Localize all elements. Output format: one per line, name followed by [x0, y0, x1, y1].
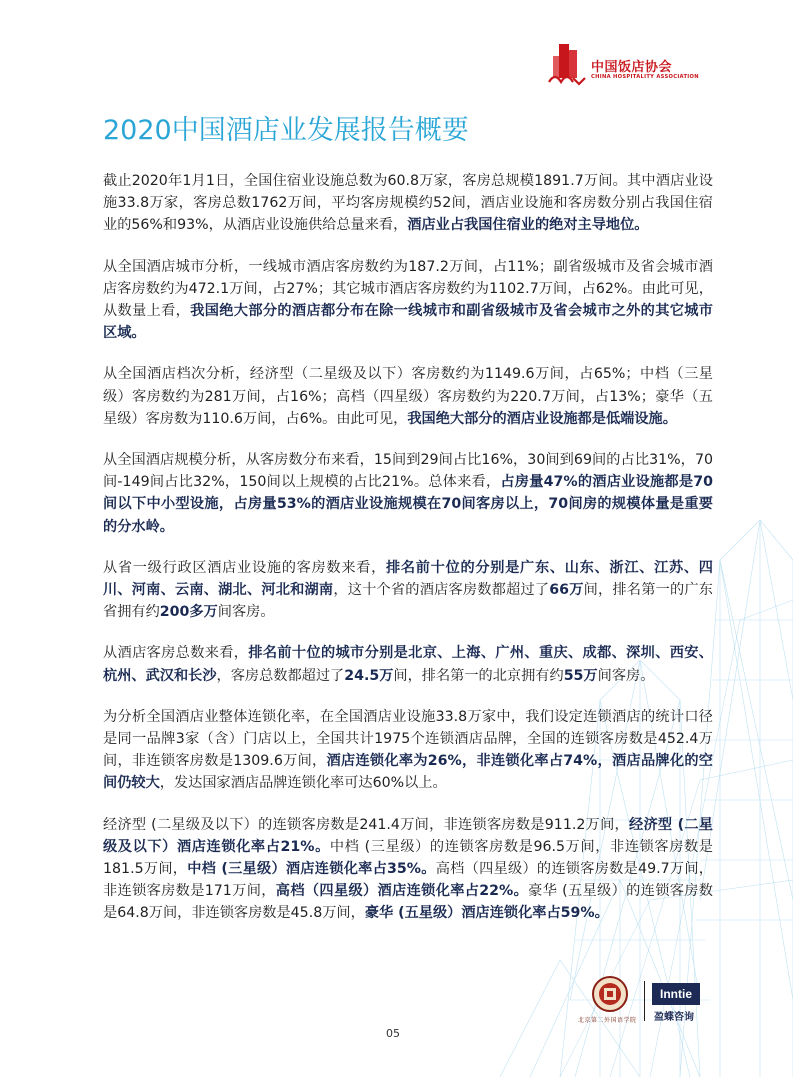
body-text: 豪华 (五星级）的连锁客房数是64.8万间，非连锁客房数是45.8万间， [103, 883, 713, 922]
body-text: ，发达国家酒店品牌连锁化率可达60%以上。 [159, 775, 447, 792]
body-text: ，客房总数都超过了 [216, 667, 345, 684]
paragraph [103, 449, 713, 538]
emphasis-text: 我国绝大部分的酒店都分布在除一线城市和副省级城市及省会城市之外的其它城市区域。 [103, 303, 713, 342]
body-text: 中档 (三星级）的连锁客房数是96.5万间，非连锁客房数是181.5万间， [103, 838, 713, 878]
body-text: 间，排名第一的北京拥有约 [393, 667, 564, 684]
inntie-logo: Inntie [652, 983, 700, 1005]
emphasis-text: 我国绝大部分的酒店业设施都是低端设施。 [407, 410, 677, 427]
body-text: 为分析全国酒店业整体连锁化率，在全国酒店业设施33.8万家中，我们设定连锁酒店的统计口径是同一品牌3家（含）门店以上，全国共计1975个连锁酒店品牌，全国的连锁客房数是452.4万间，非连锁客房数是1309.6万间， [103, 708, 713, 770]
body-text: 从省一级行政区酒店业设施的客房数来看， [103, 559, 386, 576]
emphasis-text: 酒店业占我国住宿业的绝对主导地位。 [407, 217, 649, 234]
page-title: 2020中国酒店业发展报告概要 [103, 115, 469, 146]
emphasis-text: 豪华 (五星级）酒店连锁化率占59%。 [364, 905, 609, 922]
emphasis-text: 经济型 (二星级及以下）酒店连锁化率占21%。 [103, 816, 713, 855]
emphasis-text: 中档 (三星级）酒店连锁化率占35%。 [187, 861, 436, 878]
body-text: 间客房。 [217, 604, 275, 621]
body-text: 高档（四星级）的连锁客房数是49.7万间，非连锁客房数是171万间， [103, 861, 713, 900]
logo-name-cn: 中国饭店协会 [591, 60, 673, 75]
body-text: 从全国酒店档次分析，经济型（二星级及以下）客房数约为1149.6万间，占65%；中档（三星级）客房数约为281万间，占16%；高档（四星级）客房数约为220.7万间，占13%；豪华（五星级）客房数为110.6万间，占6%。由此可见， [103, 366, 713, 427]
paragraph [103, 814, 713, 925]
paragraph [103, 642, 713, 686]
body-text: ，这十个省的酒店客房数都超过了 [333, 582, 550, 599]
emphasis-text: 24.5万 [344, 667, 394, 684]
logo-divider [644, 981, 645, 1021]
logo-name-en: CHINA HOSPITALITY ASSOCIATION [591, 74, 699, 80]
inntie-name-cn: 盈蝶咨询 [654, 1012, 694, 1023]
emphasis-text: 66万 [549, 582, 584, 599]
paragraph [103, 170, 713, 237]
body-text: 间，排名第一的广东省拥有约 [103, 582, 713, 621]
building-logo-icon [547, 42, 587, 88]
emphasis-text: 高档（四星级）酒店连锁化率占22%。 [275, 883, 529, 900]
body-text: 截止2020年1月1日，全国住宿业设施总数为60.8万家，客房总规模1891.7万间。其中酒店业设施33.8万家，客房总数1762万间，平均客房规模约52间，酒店业设施和客房数分别占我国住宿业的56%和93%，从酒店业设施供给总量来看， [103, 173, 713, 234]
body-text: 从酒店客房总数来看， [103, 645, 249, 662]
report-body [103, 170, 713, 944]
page-number: 05 [386, 1027, 400, 1040]
university-seal-icon [586, 975, 634, 1013]
paragraph [103, 256, 713, 345]
footer-logos [578, 975, 748, 1025]
seal-caption: 北京第二外国语学院 [578, 1017, 637, 1024]
china-hospitality-association-logo [547, 42, 697, 88]
paragraph [103, 557, 713, 624]
paragraph [103, 363, 713, 430]
emphasis-text: 200多万 [159, 604, 218, 621]
paragraph [103, 706, 713, 795]
body-text: 从全国酒店城市分析，一线城市酒店客房数约为187.2万间，占11%；副省级城市及省会城市酒店客房数约为472.1万间，占27%；其它城市酒店客房数约为1102.7万间，占62%。由此可见，从数量上看， [103, 258, 713, 320]
emphasis-text: 55万 [563, 667, 598, 684]
emphasis-text: 排名前十位的城市分别是北京、上海、广州、重庆、成都、深圳、西安、杭州、武汉和长沙 [103, 645, 713, 684]
emphasis-text: 酒店连锁化率为26%，非连锁化率占74%，酒店品牌化的空间仍较大 [103, 753, 713, 792]
body-text: 间客房。 [597, 667, 655, 684]
body-text: 经济型 (二星级及以下）的连锁客房数是241.4万间，非连锁客房数是911.2万间， [103, 816, 630, 833]
emphasis-text: 占房量47%的酒店业设施都是70间以下中小型设施，占房量53%的酒店业设施规模在70间客房以上，70间房的规模体量是重要的分水岭。 [103, 474, 713, 535]
body-text: 从全国酒店规模分析，从客房数分布来看，15间到29间占比16%，30间到69间的占比31%，70间-149间占比32%，150间以上规模的占比21%。总体来看， [103, 452, 713, 491]
emphasis-text: 排名前十位的分别是广东、山东、浙江、江苏、四川、河南、云南、湖北、河北和湖南 [103, 559, 713, 599]
